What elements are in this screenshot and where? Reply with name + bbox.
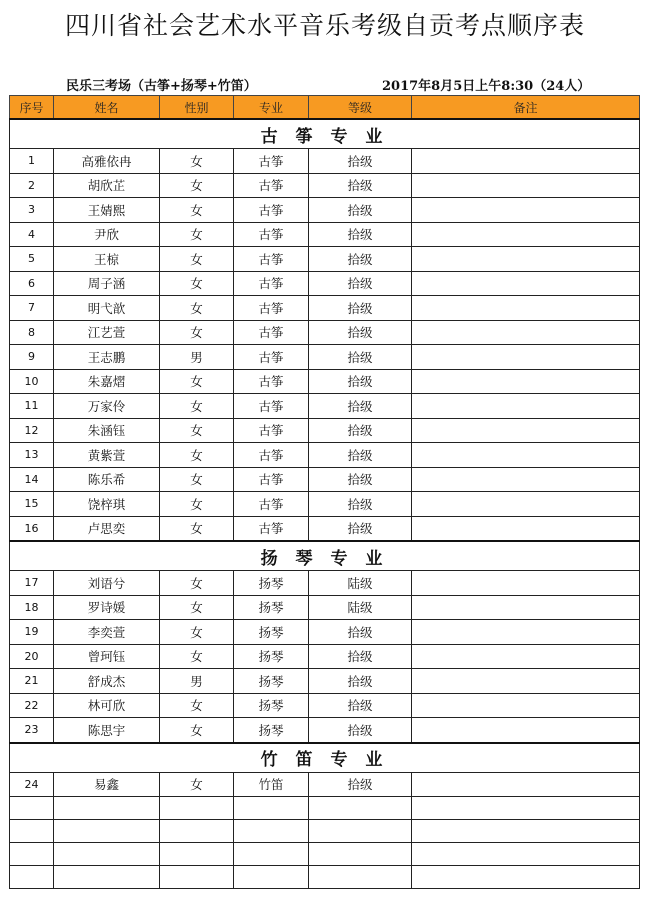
cell-major: 古筝 — [234, 296, 309, 321]
cell-no: 6 — [10, 271, 54, 296]
table-row — [10, 595, 640, 620]
cell-no: 8 — [10, 320, 54, 345]
cell-gender: 女 — [160, 492, 234, 517]
cell-name: 陈思宇 — [54, 718, 160, 743]
cell-name: 王婧熙 — [54, 198, 160, 223]
cell-name: 胡欣芷 — [54, 173, 160, 198]
header-gender: 性别 — [160, 96, 234, 120]
cell-remark — [412, 198, 640, 223]
cell-major: 古筝 — [234, 394, 309, 419]
cell-gender: 女 — [160, 772, 234, 797]
cell-remark — [412, 222, 640, 247]
blank-cell — [234, 843, 309, 866]
cell-level: 拾级 — [309, 718, 412, 743]
cell-remark — [412, 492, 640, 517]
blank-cell — [309, 820, 412, 843]
section-row — [10, 119, 640, 149]
cell-remark — [412, 271, 640, 296]
cell-gender: 女 — [160, 571, 234, 596]
cell-major: 扬琴 — [234, 669, 309, 694]
cell-name: 李奕萱 — [54, 620, 160, 645]
blank-cell — [412, 820, 640, 843]
cell-no: 2 — [10, 173, 54, 198]
cell-level: 拾级 — [309, 492, 412, 517]
section-title: 扬 琴 专 业 — [10, 541, 640, 571]
cell-no: 14 — [10, 467, 54, 492]
cell-no: 17 — [10, 571, 54, 596]
cell-no: 4 — [10, 222, 54, 247]
table-row — [10, 271, 640, 296]
table-row — [10, 296, 640, 321]
cell-level: 拾级 — [309, 620, 412, 645]
cell-name: 卢思奕 — [54, 516, 160, 541]
cell-gender: 女 — [160, 394, 234, 419]
cell-gender: 男 — [160, 669, 234, 694]
cell-name: 林可欣 — [54, 693, 160, 718]
table-row — [10, 620, 640, 645]
table-row — [10, 467, 640, 492]
blank-row — [10, 797, 640, 820]
cell-major: 扬琴 — [234, 620, 309, 645]
table-row — [10, 247, 640, 272]
cell-gender: 女 — [160, 320, 234, 345]
cell-gender: 女 — [160, 271, 234, 296]
cell-remark — [412, 418, 640, 443]
exam-datetime: 2017年8月5日上午8:30（24人） — [382, 79, 591, 94]
table-row — [10, 369, 640, 394]
blank-cell — [160, 820, 234, 843]
cell-remark — [412, 173, 640, 198]
cell-name: 饶梓琪 — [54, 492, 160, 517]
cell-major: 古筝 — [234, 369, 309, 394]
blank-cell — [160, 866, 234, 889]
cell-remark — [412, 718, 640, 743]
cell-no: 19 — [10, 620, 54, 645]
section-row — [10, 541, 640, 571]
cell-remark — [412, 443, 640, 468]
cell-gender: 女 — [160, 198, 234, 223]
cell-name: 黄紫萱 — [54, 443, 160, 468]
cell-level: 拾级 — [309, 772, 412, 797]
table-row — [10, 394, 640, 419]
blank-cell — [54, 843, 160, 866]
cell-gender: 女 — [160, 222, 234, 247]
schedule-table — [9, 95, 640, 889]
cell-gender: 女 — [160, 149, 234, 174]
cell-gender: 女 — [160, 443, 234, 468]
cell-no: 9 — [10, 345, 54, 370]
cell-no: 18 — [10, 595, 54, 620]
cell-remark — [412, 345, 640, 370]
cell-gender: 女 — [160, 418, 234, 443]
cell-name: 高雅依冉 — [54, 149, 160, 174]
cell-no: 1 — [10, 149, 54, 174]
table-row — [10, 669, 640, 694]
cell-major: 古筝 — [234, 198, 309, 223]
cell-level: 拾级 — [309, 345, 412, 370]
cell-major: 古筝 — [234, 320, 309, 345]
cell-remark — [412, 669, 640, 694]
cell-name: 陈乐希 — [54, 467, 160, 492]
cell-major: 扬琴 — [234, 718, 309, 743]
blank-cell — [234, 797, 309, 820]
cell-level: 拾级 — [309, 693, 412, 718]
cell-name: 罗诗媛 — [54, 595, 160, 620]
cell-remark — [412, 620, 640, 645]
blank-cell — [54, 797, 160, 820]
cell-major: 古筝 — [234, 492, 309, 517]
cell-major: 古筝 — [234, 173, 309, 198]
cell-name: 万家伶 — [54, 394, 160, 419]
cell-no: 10 — [10, 369, 54, 394]
table-row — [10, 345, 640, 370]
cell-remark — [412, 394, 640, 419]
table-header-row — [10, 96, 640, 120]
cell-no: 21 — [10, 669, 54, 694]
blank-cell — [309, 797, 412, 820]
cell-level: 拾级 — [309, 320, 412, 345]
cell-gender: 女 — [160, 620, 234, 645]
blank-row — [10, 843, 640, 866]
blank-cell — [412, 843, 640, 866]
cell-level: 拾级 — [309, 296, 412, 321]
table-row — [10, 772, 640, 797]
cell-major: 古筝 — [234, 516, 309, 541]
cell-remark — [412, 467, 640, 492]
cell-no: 16 — [10, 516, 54, 541]
table-row — [10, 443, 640, 468]
cell-major: 古筝 — [234, 247, 309, 272]
blank-cell — [10, 820, 54, 843]
cell-level: 拾级 — [309, 247, 412, 272]
blank-cell — [10, 843, 54, 866]
cell-major: 扬琴 — [234, 644, 309, 669]
cell-major: 古筝 — [234, 222, 309, 247]
cell-remark — [412, 693, 640, 718]
cell-gender: 女 — [160, 516, 234, 541]
cell-remark — [412, 516, 640, 541]
cell-major: 扬琴 — [234, 595, 309, 620]
table-row — [10, 222, 640, 247]
cell-level: 拾级 — [309, 369, 412, 394]
blank-cell — [309, 843, 412, 866]
blank-cell — [309, 866, 412, 889]
section-row — [10, 743, 640, 773]
table-row — [10, 418, 640, 443]
cell-name: 周子涵 — [54, 271, 160, 296]
cell-major: 古筝 — [234, 345, 309, 370]
blank-cell — [412, 797, 640, 820]
blank-cell — [234, 866, 309, 889]
cell-name: 王椋 — [54, 247, 160, 272]
header-name: 姓名 — [54, 96, 160, 120]
cell-major: 竹笛 — [234, 772, 309, 797]
cell-gender: 女 — [160, 369, 234, 394]
cell-remark — [412, 320, 640, 345]
cell-no: 20 — [10, 644, 54, 669]
cell-name: 刘语兮 — [54, 571, 160, 596]
cell-gender: 女 — [160, 296, 234, 321]
cell-name: 朱涵钰 — [54, 418, 160, 443]
blank-cell — [10, 866, 54, 889]
cell-level: 陆级 — [309, 571, 412, 596]
cell-name: 朱嘉熠 — [54, 369, 160, 394]
cell-name: 舒成杰 — [54, 669, 160, 694]
cell-remark — [412, 149, 640, 174]
cell-no: 11 — [10, 394, 54, 419]
table-row — [10, 571, 640, 596]
cell-no: 23 — [10, 718, 54, 743]
cell-level: 拾级 — [309, 198, 412, 223]
table-row — [10, 492, 640, 517]
cell-remark — [412, 772, 640, 797]
cell-level: 拾级 — [309, 669, 412, 694]
page-title: 四川省社会艺术水平音乐考级自贡考点顺序表 — [64, 11, 585, 40]
blank-cell — [160, 797, 234, 820]
blank-cell — [10, 797, 54, 820]
blank-cell — [54, 866, 160, 889]
cell-level: 陆级 — [309, 595, 412, 620]
cell-major: 古筝 — [234, 149, 309, 174]
table-row — [10, 718, 640, 743]
cell-name: 王志鹏 — [54, 345, 160, 370]
cell-level: 拾级 — [309, 418, 412, 443]
header-remark: 备注 — [412, 96, 640, 120]
cell-major: 古筝 — [234, 467, 309, 492]
cell-level: 拾级 — [309, 222, 412, 247]
cell-name: 曾珂钰 — [54, 644, 160, 669]
cell-no: 7 — [10, 296, 54, 321]
schedule-table-body — [10, 96, 640, 889]
blank-row — [10, 820, 640, 843]
header-no: 序号 — [10, 96, 54, 120]
cell-remark — [412, 247, 640, 272]
cell-no: 13 — [10, 443, 54, 468]
blank-cell — [54, 820, 160, 843]
cell-remark — [412, 296, 640, 321]
cell-gender: 女 — [160, 644, 234, 669]
cell-remark — [412, 571, 640, 596]
cell-no: 24 — [10, 772, 54, 797]
cell-level: 拾级 — [309, 271, 412, 296]
cell-remark — [412, 369, 640, 394]
cell-level: 拾级 — [309, 467, 412, 492]
blank-row — [10, 866, 640, 889]
table-row — [10, 644, 640, 669]
blank-cell — [412, 866, 640, 889]
cell-level: 拾级 — [309, 149, 412, 174]
cell-gender: 女 — [160, 467, 234, 492]
cell-level: 拾级 — [309, 644, 412, 669]
cell-name: 尹欣 — [54, 222, 160, 247]
table-row — [10, 149, 640, 174]
cell-gender: 女 — [160, 718, 234, 743]
cell-no: 15 — [10, 492, 54, 517]
cell-gender: 女 — [160, 595, 234, 620]
table-row — [10, 173, 640, 198]
table-row — [10, 516, 640, 541]
cell-name: 江艺萱 — [54, 320, 160, 345]
cell-level: 拾级 — [309, 443, 412, 468]
cell-major: 扬琴 — [234, 571, 309, 596]
cell-level: 拾级 — [309, 394, 412, 419]
cell-gender: 女 — [160, 247, 234, 272]
cell-remark — [412, 595, 640, 620]
blank-cell — [234, 820, 309, 843]
table-row — [10, 320, 640, 345]
cell-no: 22 — [10, 693, 54, 718]
cell-no: 3 — [10, 198, 54, 223]
cell-major: 古筝 — [234, 418, 309, 443]
cell-name: 易鑫 — [54, 772, 160, 797]
cell-gender: 男 — [160, 345, 234, 370]
cell-level: 拾级 — [309, 173, 412, 198]
cell-major: 古筝 — [234, 271, 309, 296]
cell-remark — [412, 644, 640, 669]
section-title: 古 筝 专 业 — [10, 119, 640, 149]
section-title: 竹 笛 专 业 — [10, 743, 640, 773]
table-row — [10, 198, 640, 223]
cell-gender: 女 — [160, 693, 234, 718]
blank-cell — [160, 843, 234, 866]
cell-level: 拾级 — [309, 516, 412, 541]
exam-venue: 民乐三考场（古筝+扬琴+竹笛） — [66, 79, 257, 94]
cell-no: 5 — [10, 247, 54, 272]
cell-gender: 女 — [160, 173, 234, 198]
header-level: 等级 — [309, 96, 412, 120]
header-major: 专业 — [234, 96, 309, 120]
cell-name: 明弋歆 — [54, 296, 160, 321]
table-row — [10, 693, 640, 718]
cell-no: 12 — [10, 418, 54, 443]
cell-major: 古筝 — [234, 443, 309, 468]
cell-major: 扬琴 — [234, 693, 309, 718]
